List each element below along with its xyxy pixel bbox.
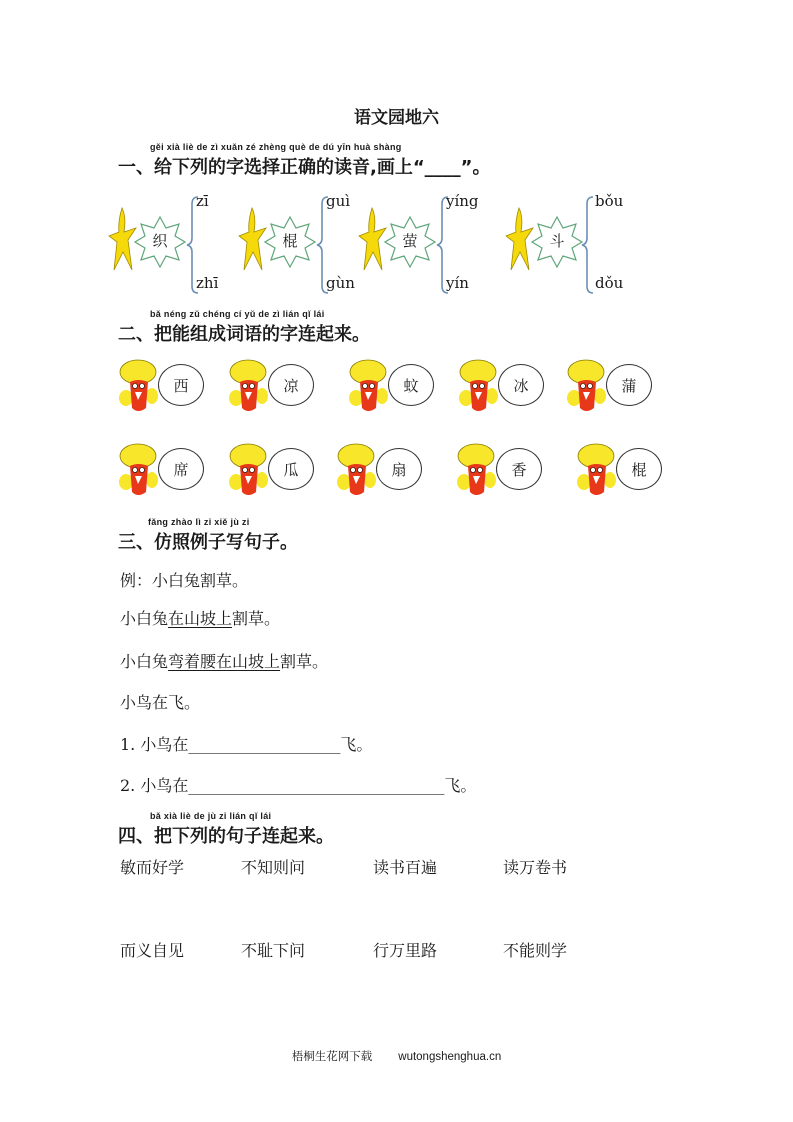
phrase-item[interactable]: 读万卷书 bbox=[503, 858, 568, 877]
char-oval[interactable]: 蚊 bbox=[388, 364, 434, 406]
page-title: 语文园地六 bbox=[354, 108, 439, 128]
sentence-text: 割草。 bbox=[232, 609, 281, 628]
phrase-item[interactable]: 敏而好学 bbox=[120, 858, 185, 877]
section-4-pinyin: bǎ xià liè de jù zi lián qǐ lái bbox=[150, 811, 272, 821]
char-card[interactable] bbox=[566, 356, 696, 416]
phrase-item[interactable]: 行万里路 bbox=[373, 941, 438, 960]
question-text: 2. 小鸟在 bbox=[120, 776, 189, 795]
question-1 bbox=[120, 732, 372, 755]
section-1-heading: 一、给下列的字选择正确的读音,画上“____”。 bbox=[118, 157, 491, 178]
char-oval[interactable]: 冰 bbox=[498, 364, 544, 406]
char-card[interactable] bbox=[456, 440, 586, 500]
sentence-text: 小白兔 bbox=[120, 609, 169, 628]
answer-blank[interactable]: ________________________________ bbox=[188, 776, 445, 795]
section-1-pinyin: gěi xià liè de zì xuǎn zé zhèng què de dú yīn huà shàng bbox=[150, 142, 402, 152]
footer-name: 梧桐生花网下载 bbox=[291, 1049, 373, 1063]
underlined-phrase: 在山坡上 bbox=[168, 609, 233, 628]
expanded-sentence-1 bbox=[120, 606, 280, 629]
example-line bbox=[120, 568, 248, 591]
mushroom-mascot-icon bbox=[576, 442, 618, 498]
char-card[interactable] bbox=[336, 440, 466, 500]
target-char: 棍 bbox=[282, 232, 298, 250]
phrase-item[interactable]: 不耻下问 bbox=[241, 941, 306, 960]
mushroom-mascot-icon bbox=[348, 358, 390, 414]
char-card[interactable] bbox=[228, 356, 358, 416]
question-2 bbox=[120, 773, 476, 796]
char-oval[interactable]: 棍 bbox=[616, 448, 662, 490]
pinyin-option[interactable]: yín bbox=[446, 274, 469, 292]
phrase-item[interactable]: 不知则问 bbox=[241, 858, 306, 877]
mushroom-mascot-icon bbox=[336, 442, 378, 498]
mushroom-mascot-icon bbox=[456, 442, 498, 498]
mushroom-mascot-icon bbox=[228, 442, 270, 498]
char-oval[interactable]: 蒲 bbox=[606, 364, 652, 406]
mushroom-mascot-icon bbox=[118, 358, 160, 414]
char-oval[interactable]: 扇 bbox=[376, 448, 422, 490]
sentence-text: 割草。 bbox=[280, 652, 329, 671]
target-char: 萤 bbox=[402, 232, 418, 250]
pronunciation-item bbox=[238, 190, 378, 300]
pinyin-option[interactable]: yíng bbox=[446, 192, 479, 210]
section-2-pinyin: bǎ néng zǔ chéng cí yǔ de zì lián qǐ lái bbox=[150, 309, 325, 319]
target-char: 织 bbox=[152, 232, 168, 250]
prompt-sentence: 小鸟在飞。 bbox=[120, 693, 201, 712]
mushroom-mascot-icon bbox=[118, 442, 160, 498]
phrase-item[interactable]: 不能则学 bbox=[503, 941, 568, 960]
pronunciation-item bbox=[108, 190, 248, 300]
mushroom-mascot-icon bbox=[228, 358, 270, 414]
footer bbox=[0, 1048, 793, 1064]
pinyin-option[interactable]: gùn bbox=[326, 274, 355, 292]
question-text: 飞。 bbox=[444, 776, 477, 795]
pronunciation-item bbox=[358, 190, 498, 300]
example-label: 例： bbox=[120, 571, 153, 590]
underlined-phrase: 弯着腰在山坡上 bbox=[168, 652, 281, 671]
question-text: 飞。 bbox=[340, 735, 373, 754]
section-4-heading: 四、把下列的句子连起来。 bbox=[118, 826, 334, 847]
phrase-item[interactable]: 读书百遍 bbox=[373, 858, 438, 877]
char-oval[interactable]: 席 bbox=[158, 448, 204, 490]
section-2-heading: 二、把能组成词语的字连起来。 bbox=[118, 324, 370, 345]
char-oval[interactable]: 香 bbox=[496, 448, 542, 490]
phrase-item[interactable]: 而义自见 bbox=[120, 941, 185, 960]
char-oval[interactable]: 凉 bbox=[268, 364, 314, 406]
expanded-sentence-2 bbox=[120, 649, 328, 672]
sentence-text: 小白兔 bbox=[120, 652, 169, 671]
footer-site-link[interactable]: wutongshenghua.cn bbox=[398, 1051, 502, 1063]
section-3-heading: 三、仿照例子写句子。 bbox=[118, 532, 298, 553]
answer-blank[interactable]: ___________________ bbox=[188, 735, 341, 754]
section-3-pinyin: fǎng zhào lì zi xiě jù zi bbox=[148, 517, 250, 527]
pinyin-option[interactable]: guì bbox=[326, 192, 351, 210]
pinyin-option[interactable]: dǒu bbox=[595, 274, 624, 292]
pinyin-option[interactable]: zhī bbox=[196, 274, 219, 292]
brace-icon bbox=[581, 196, 595, 294]
question-text: 1. 小鸟在 bbox=[120, 735, 189, 754]
example-sentence: 小白兔割草。 bbox=[152, 571, 249, 590]
char-card[interactable] bbox=[576, 440, 706, 500]
target-char: 斗 bbox=[549, 232, 565, 250]
mushroom-mascot-icon bbox=[458, 358, 500, 414]
mushroom-mascot-icon bbox=[566, 358, 608, 414]
pronunciation-item bbox=[505, 190, 645, 300]
pinyin-option[interactable]: bǒu bbox=[595, 192, 624, 210]
char-oval[interactable]: 瓜 bbox=[268, 448, 314, 490]
char-oval[interactable]: 西 bbox=[158, 364, 204, 406]
pinyin-option[interactable]: zī bbox=[196, 192, 209, 210]
